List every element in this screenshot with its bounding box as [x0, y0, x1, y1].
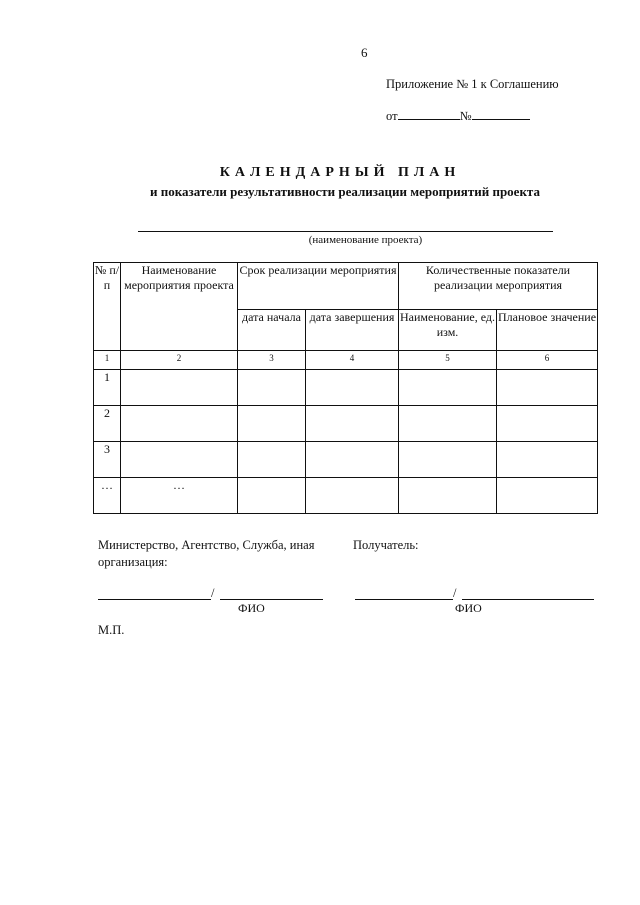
name-line-left: [220, 599, 323, 600]
empty-cell: [306, 406, 399, 442]
number-blank: [472, 108, 530, 120]
table-header-row: [94, 263, 598, 310]
document-title: КАЛЕНДАРНЫЙ ПЛАН: [219, 165, 461, 180]
column-number: 6: [497, 351, 598, 370]
empty-cell: [306, 442, 399, 478]
empty-cell: [399, 406, 497, 442]
header-activity-name: Наименование мероприятия проекта: [121, 263, 238, 351]
recipient-label: Получатель:: [353, 538, 419, 552]
empty-cell: [497, 442, 598, 478]
row-activity: [121, 370, 238, 406]
header-indicators: Количественные показатели реализации мероприятия: [399, 263, 598, 310]
column-number: 1: [94, 351, 121, 370]
row-number: 3: [94, 442, 121, 478]
empty-cell: [399, 442, 497, 478]
column-numbers-row: [94, 351, 598, 370]
row-number: …: [94, 478, 121, 514]
calendar-plan-table: [93, 262, 598, 514]
ministry-label: Министерство, Агентство, Служба, иная организация:: [98, 538, 315, 569]
empty-cell: [238, 370, 306, 406]
signature-slash: /: [211, 586, 215, 600]
table-row: [94, 442, 598, 478]
empty-cell: [497, 478, 598, 514]
page-number: 6: [361, 45, 368, 60]
appendix-from-label: от: [386, 109, 398, 123]
empty-cell: [399, 478, 497, 514]
empty-cell: [497, 406, 598, 442]
header-unit: Наименование, ед. изм.: [399, 310, 497, 351]
project-name-line: [138, 231, 553, 232]
signature-line-left: [98, 599, 211, 600]
row-number: 1: [94, 370, 121, 406]
header-period: Срок реализации мероприятия: [238, 263, 399, 310]
empty-cell: [238, 478, 306, 514]
name-line-right: [462, 599, 594, 600]
empty-cell: [306, 478, 399, 514]
empty-cell: [399, 370, 497, 406]
table-row: [94, 370, 598, 406]
fio-label-left: ФИО: [238, 601, 265, 615]
date-blank: [398, 108, 460, 120]
empty-cell: [306, 370, 399, 406]
empty-cell: [238, 442, 306, 478]
signature-line-right: [355, 599, 453, 600]
column-number: 5: [399, 351, 497, 370]
row-number: 2: [94, 406, 121, 442]
appendix-title: Приложение № 1 к Соглашению: [386, 77, 559, 91]
row-activity: [121, 406, 238, 442]
row-activity: …: [121, 478, 238, 514]
column-number: 2: [121, 351, 238, 370]
table-row: [94, 406, 598, 442]
table-row: [94, 478, 598, 514]
empty-cell: [238, 406, 306, 442]
header-end-date: дата завершения: [306, 310, 399, 351]
header-start-date: дата начала: [238, 310, 306, 351]
signature-slash: /: [453, 586, 457, 600]
project-name-caption: (наименование проекта): [308, 234, 423, 246]
header-planned-value: Плановое значение: [497, 310, 598, 351]
appendix-date-number: [386, 108, 530, 124]
empty-cell: [497, 370, 598, 406]
header-no: № п/п: [94, 263, 121, 351]
column-number: 4: [306, 351, 399, 370]
row-activity: [121, 442, 238, 478]
stamp-label: М.П.: [98, 623, 125, 637]
fio-label-right: ФИО: [455, 601, 482, 615]
document-subtitle: и показатели результативности реализации мероприятий проекта: [150, 184, 540, 199]
column-number: 3: [238, 351, 306, 370]
appendix-number-label: №: [459, 109, 472, 123]
